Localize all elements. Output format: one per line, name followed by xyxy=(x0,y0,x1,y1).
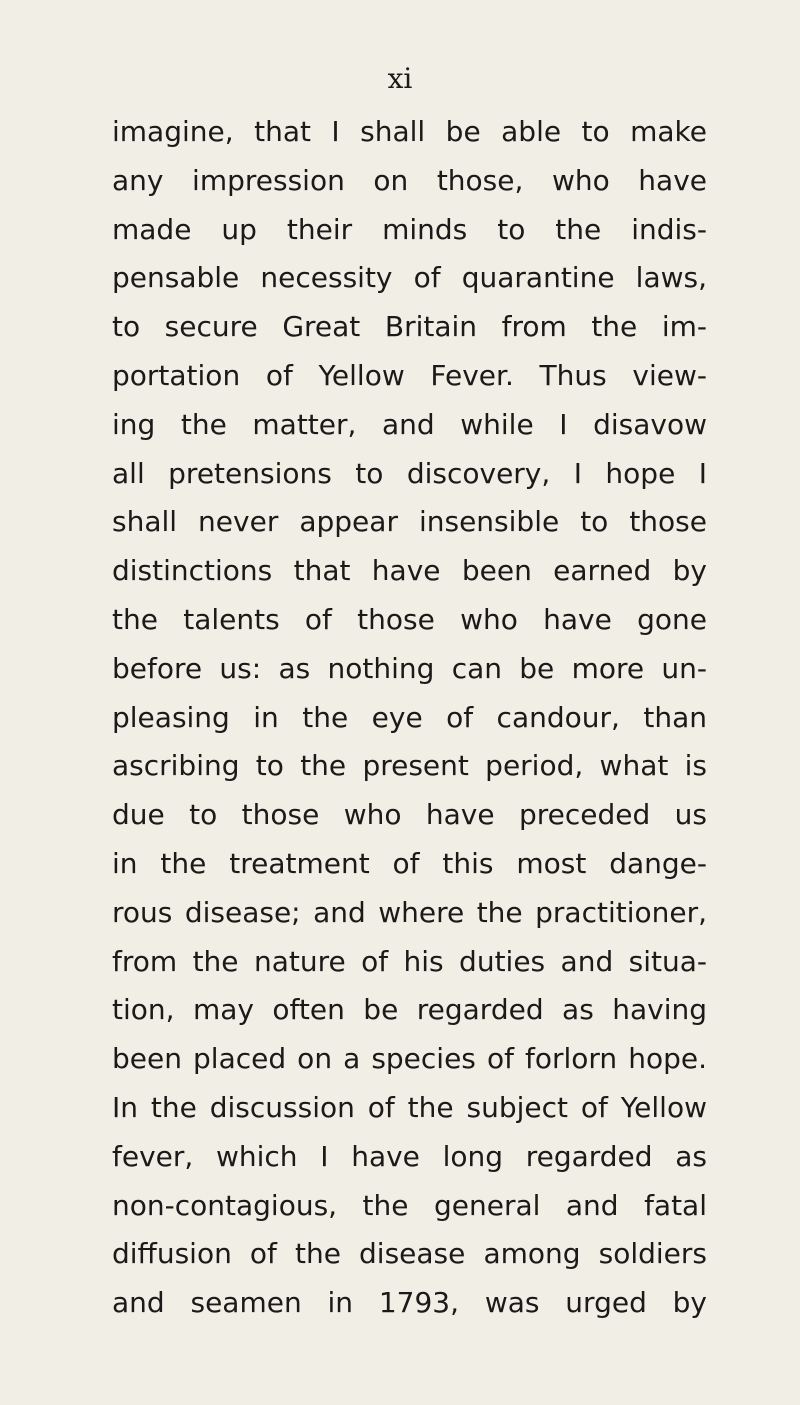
text-line: been placed on a species of forlorn hope. xyxy=(112,1042,707,1076)
text-line: made up their minds to the indis- xyxy=(112,212,707,246)
text-line: portation of Yellow Fever. Thus view- xyxy=(112,358,707,392)
text-line: tion, may often be regarded as having xyxy=(112,993,707,1027)
text-line: in the treatment of this most dange- xyxy=(112,846,707,880)
text-line: pensable necessity of quarantine laws, xyxy=(112,261,707,295)
text-line: before us: as nothing can be more un- xyxy=(112,651,707,685)
body-text xyxy=(112,108,707,1328)
text-line: pleasing in the eye of candour, than xyxy=(112,700,707,734)
text-line: due to those who have preceded us xyxy=(112,798,707,832)
text-line: rous disease; and where the practitioner, xyxy=(112,895,707,929)
text-line: diffusion of the disease among soldiers xyxy=(112,1237,707,1271)
page-number: xi xyxy=(387,62,413,95)
text-line: In the discussion of the subject of Yellow xyxy=(112,1090,707,1124)
text-line: the talents of those who have gone xyxy=(112,602,707,636)
text-line: distinctions that have been earned by xyxy=(112,554,707,588)
text-line: imagine, that I shall be able to make xyxy=(112,115,707,148)
text-line: ing the matter, and while I disavow xyxy=(112,407,707,441)
text-line: all pretensions to discovery, I hope I xyxy=(112,456,707,490)
text-line: shall never appear insensible to those xyxy=(112,505,707,539)
text-line: to secure Great Britain from the im- xyxy=(112,310,707,344)
text-line: and seamen in 1793, was urged by xyxy=(112,1286,707,1320)
text-line: ascribing to the present period, what is xyxy=(112,749,707,783)
text-line: fever, which I have long regarded as xyxy=(112,1139,707,1173)
text-line: from the nature of his duties and situa- xyxy=(112,944,707,978)
text-line: any impression on those, who have xyxy=(112,163,707,197)
text-line: non-contagious, the general and fatal xyxy=(112,1188,707,1222)
